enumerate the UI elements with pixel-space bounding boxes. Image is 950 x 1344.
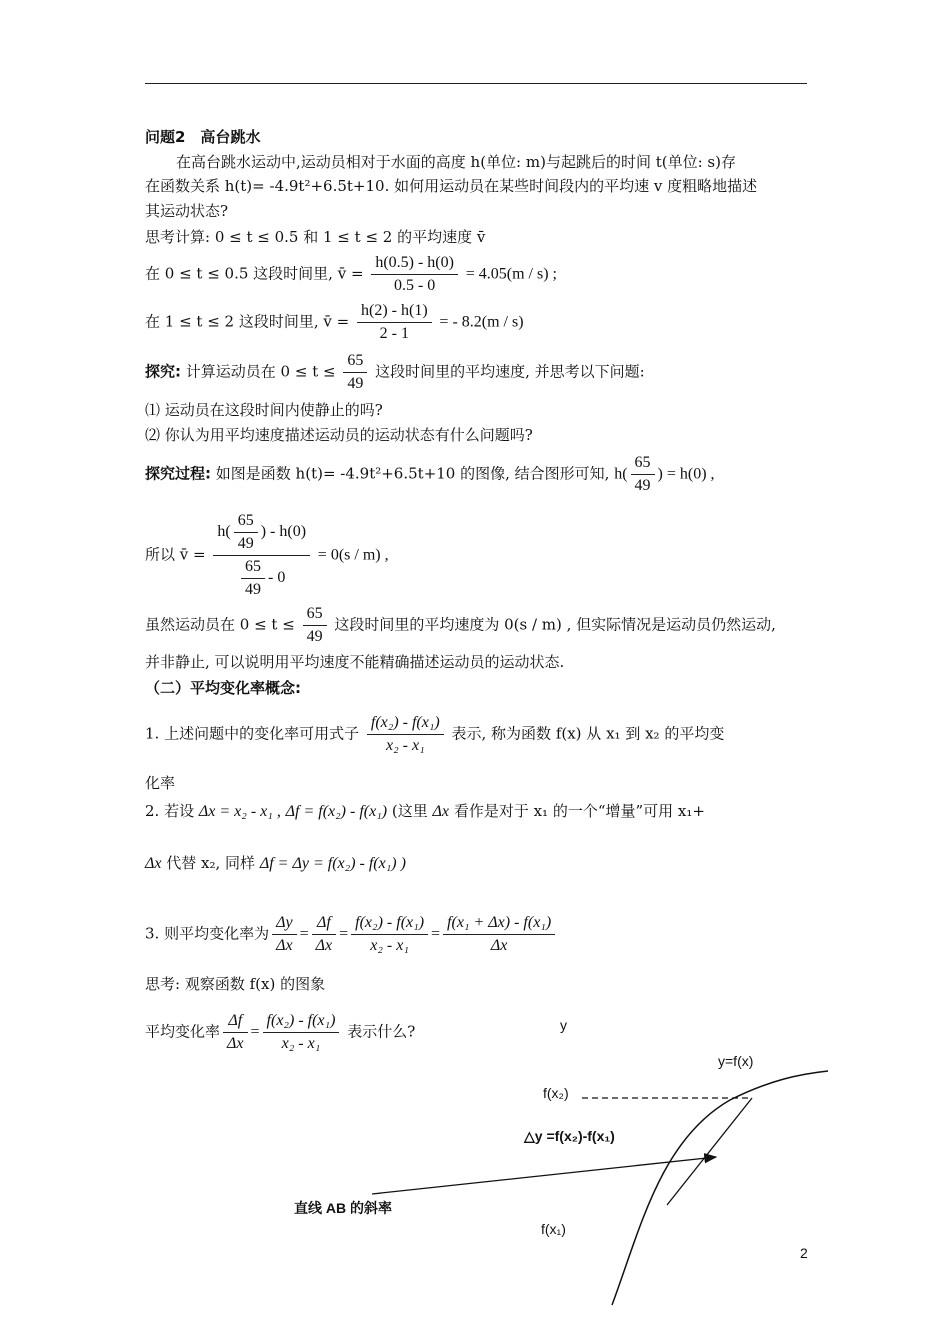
concept-3-f2-num: Δf: [312, 912, 337, 935]
though-b: 这段时间里的平均速度为 0(s / m) , 但实际情况是运动员仍然运动,: [334, 615, 776, 634]
slope-label: 直线 AB 的斜率: [294, 1200, 392, 1216]
though-den: 49: [306, 628, 323, 645]
calc-1-prefix: 在 0 ≤ t ≤ 0.5 这段时间里, v̄ =: [145, 264, 364, 283]
concept-avg-f2-den: x₂ - x₁: [281, 1035, 321, 1052]
concept-title: （二）平均变化率概念:: [145, 679, 301, 697]
process-text: 如图是函数 h(t)= -4.9t²+6.5t+10 的图像, 结合图形可知,: [215, 464, 610, 483]
so-den-inner-den: 49: [245, 581, 262, 598]
slope-arrow: [372, 1157, 716, 1194]
so-prefix: 所以 v̄ =: [145, 545, 206, 564]
explore-frac-den: 49: [347, 375, 364, 392]
concept-3-f1-num: Δy: [272, 912, 297, 935]
calc-1-den: 0.5 - 0: [393, 277, 436, 294]
concept-3-a: 3. 则平均变化率为: [145, 924, 270, 943]
concept-think: 思考: 观察函数 f(x) 的图象: [145, 975, 326, 993]
function-curve: [612, 1071, 828, 1305]
process-frac-den: 49: [634, 477, 651, 494]
though-a: 虽然运动员在 0 ≤ t ≤: [145, 615, 295, 634]
so-den-inner-num: 65: [241, 556, 265, 579]
concept-1-num: f(x₂) - f(x₁): [367, 712, 444, 735]
page-number: 2: [800, 1245, 808, 1261]
fx1-label: f(x₁): [541, 1221, 566, 1237]
calc-1-num: h(0.5) - h(0): [371, 252, 458, 275]
concept-2-dx2: Δx: [432, 803, 450, 820]
concept-3-f3-num: f(x₂) - f(x₁): [351, 912, 428, 935]
problem-title: 问题2 高台跳水: [145, 128, 261, 146]
concept-1-b: 表示, 称为函数 f(x) 从 x₁ 到 x₂ 的平均变: [451, 724, 725, 743]
process-eq-h: h(: [614, 465, 628, 483]
calc-2-num: h(2) - h(1): [357, 300, 432, 323]
so-num-b: ) - h(0): [260, 523, 307, 541]
concept-2-a: 2. 若设: [145, 802, 195, 820]
so-den-b: - 0: [268, 569, 286, 587]
concept-1-den: x₂ - x₁: [385, 737, 425, 754]
calc-1-result: = 4.05(m / s) ;: [465, 265, 557, 283]
delta-y-label: △y =f(x₂)-f(x₁): [524, 1128, 615, 1144]
concept-2-b: (这里: [391, 802, 428, 820]
concept-2-df: Δf = f(x₂) - f(x₁): [285, 803, 388, 820]
though-conclusion: 并非静止, 可以说明用平均速度不能精确描述运动员的运动状态.: [145, 653, 565, 671]
curve-label: y=f(x): [718, 1053, 754, 1069]
explore-text-b: 这段时间里的平均速度, 并思考以下问题:: [375, 362, 645, 381]
so-result: = 0(s / m) ,: [317, 546, 389, 564]
problem-paragraph-line: 在函数关系 h(t)= -4.9t²+6.5t+10. 如何用运动员在某些时间段内的平均速 v 度粗略地描述: [145, 177, 758, 195]
calc-2-den: 2 - 1: [379, 325, 409, 342]
explore-frac-num: 65: [343, 350, 367, 373]
concept-3-f2-den: Δx: [315, 937, 333, 954]
so-num-inner-den: 49: [237, 535, 254, 552]
so-num-inner-num: 65: [234, 510, 258, 533]
concept-item-3: 3. 则平均变化率为 $\frac{\Delta y}{\Delta x}$ = $\frac{\Delta f}{\Delta x}$ = $\frac{\text{f(x₂) - f(x₁)}}{\text{x₂ - x₁}}$ = $\frac{\text{f(x₁ + Δx) - f(x₁)}}{\Delta x}$: [145, 912, 558, 957]
calc-2-prefix: 在 1 ≤ t ≤ 2 这段时间里, v̄ =: [145, 312, 350, 331]
concept-2-d: 代替 x₂, 同样: [166, 854, 256, 872]
concept-avg-b: 表示什么?: [347, 1022, 416, 1041]
concept-2-dx: Δx = x₂ - x₁ ,: [198, 803, 281, 820]
question-1: ⑴ 运动员在这段时间内使静止的吗?: [145, 401, 383, 419]
process-label: 探究过程:: [145, 464, 211, 483]
concept-avg-a: 平均变化率: [145, 1022, 221, 1041]
though-num: 65: [303, 603, 327, 626]
question-2: ⑵ 你认为用平均速度描述运动员的运动状态有什么问题吗?: [145, 426, 533, 444]
think-calc: 思考计算: 0 ≤ t ≤ 0.5 和 1 ≤ t ≤ 2 的平均速度 v̄: [145, 228, 486, 246]
concept-avg-f2-num: f(x₂) - f(x₁): [263, 1010, 340, 1033]
concept-2-d-dx: Δx: [145, 855, 162, 872]
y-axis-label: y: [560, 1017, 567, 1033]
concept-avg-line: 平均变化率 $\frac{\Delta f}{\Delta x}$ = $\frac{\text{f(x₂) - f(x₁)}}{\text{x₂ - x₁}}$ 表示什么?: [145, 1010, 415, 1055]
calc-2-result: = - 8.2(m / s): [439, 313, 524, 331]
process-frac-num: 65: [631, 452, 655, 475]
concept-2-eq: Δf = Δy = f(x₂) - f(x₁) ): [259, 855, 406, 872]
concept-2-c: 看作是对于 x₁ 的一个“增量”可用 x₁+: [453, 802, 705, 820]
problem-paragraph-line: 在高台跳水运动中,运动员相对于水面的高度 h(单位: m)与起跳后的时间 t(单位: s)存: [176, 153, 736, 171]
process-eq-tail: ) = h(0) ,: [657, 465, 715, 483]
concept-1-c: 化率: [145, 774, 176, 792]
so-num-a: h(: [217, 523, 231, 541]
concept-avg-f1-den: Δx: [227, 1035, 244, 1052]
concept-avg-f1-num: Δf: [223, 1010, 248, 1033]
concept-3-f3-den: x₂ - x₁: [370, 937, 409, 954]
concept-3-f4-den: Δx: [490, 937, 508, 954]
explore-text-a: 计算运动员在 0 ≤ t ≤: [185, 362, 336, 381]
concept-3-f1-den: Δx: [276, 937, 293, 954]
concept-3-f4-num: f(x₁ + Δx) - f(x₁): [443, 912, 555, 935]
explore-label: 探究:: [145, 362, 181, 381]
problem-paragraph-line: 其运动状态?: [145, 202, 229, 220]
concept-1-a: 1. 上述问题中的变化率可用式子: [145, 724, 360, 743]
fx2-label: f(x₂): [543, 1085, 569, 1101]
